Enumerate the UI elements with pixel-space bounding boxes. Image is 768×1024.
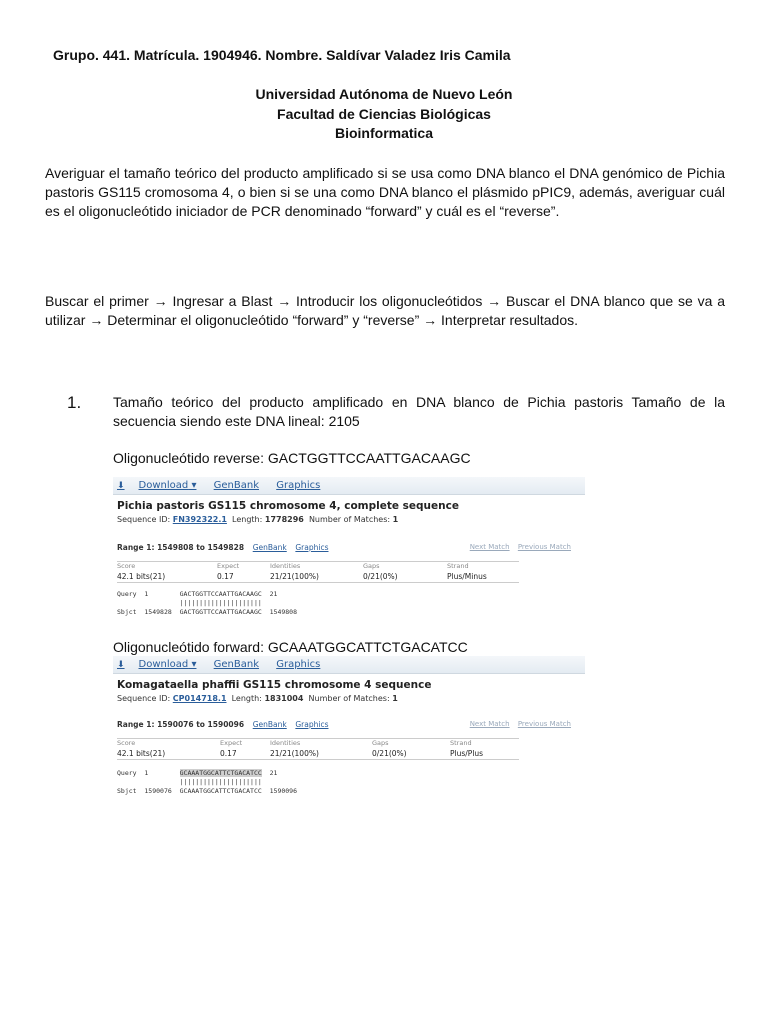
match-bars: ||||||||||||||||||||| bbox=[117, 778, 262, 786]
range-genbank-link[interactable]: GenBank bbox=[252, 543, 287, 552]
next-match-link[interactable]: Next Match bbox=[469, 543, 510, 551]
step-2: Ingresar a Blast bbox=[172, 293, 273, 309]
step-6: Interpretar resultados. bbox=[441, 312, 579, 328]
range-graphics-link[interactable]: Graphics bbox=[295, 543, 329, 552]
arrow-icon: → bbox=[153, 293, 168, 309]
blast-result-forward bbox=[113, 656, 585, 806]
query-line: Query 1 GCAAATGGCATTCTGACATCC 21 bbox=[117, 769, 278, 777]
sequence-id-link[interactable]: FN392322.1 bbox=[172, 515, 227, 524]
step-4: Buscar el DNA blanco que se va a utilizar bbox=[45, 293, 725, 328]
sbjct-line: Sbjct 1590076 GCAAATGGCATTCTGACATCC 1590096 bbox=[117, 787, 298, 795]
sbjct-line: Sbjct 1549828 GACTGGTTCCAATTGACAAGC 1549808 bbox=[117, 608, 298, 616]
range-graphics-link[interactable]: Graphics bbox=[295, 720, 329, 729]
query-line: Query 1 GACTGGTTCCAATTGACAAGC 21 bbox=[117, 590, 278, 598]
forward-primer-label: Oligonucleótido forward: GCAAATGGCATTCTGACATCC bbox=[113, 639, 468, 655]
sequence-title: Pichia pastoris GS115 chromosome 4, complete sequence bbox=[117, 500, 459, 512]
highlighted-query-sequence: GCAAATGGCATTCTGACATCC bbox=[179, 769, 262, 777]
faculty-name: Facultad de Ciencias Biológicas bbox=[277, 106, 491, 122]
alignment-block bbox=[117, 590, 297, 617]
header-student-info: Grupo. 441. Matrícula. 1904946. Nombre. Saldívar Valadez Iris Camila bbox=[53, 47, 511, 63]
alignment-stats: Score Expect Identities Gaps Strand 42.1 bits(21) 0.17 21/21(100%) 0/21(0%) Plus/Minus bbox=[117, 561, 519, 583]
graphics-link[interactable]: Graphics bbox=[276, 480, 321, 491]
match-bars: ||||||||||||||||||||| bbox=[117, 599, 262, 607]
alignment-stats: Score Expect Identities Gaps Strand 42.1 bits(21) 0.17 21/21(100%) 0/21(0%) Plus/Plus bbox=[117, 738, 519, 760]
previous-match-link[interactable]: Previous Match bbox=[517, 720, 571, 728]
download-link[interactable]: ⬇ Download ▾ bbox=[117, 659, 197, 670]
step-1: Buscar el primer bbox=[45, 293, 149, 309]
arrow-icon: → bbox=[277, 293, 292, 309]
match-navigation bbox=[464, 720, 571, 728]
intro-paragraph: Averiguar el tamaño teórico del producto amplificado si se usa como DNA blanco el DNA genómico de Pichia pastoris GS115 cromosoma 4, o bien si se una como DNA blanco el plásmido pPIC9, además, averiguar cuál es el oligonucleótido iniciador de PCR denominado “forward” y cuál es el “reverse”. bbox=[45, 165, 725, 219]
alignment-block bbox=[117, 769, 297, 796]
item-1-text: Tamaño teórico del producto amplificado en DNA blanco de Pichia pastoris Tamaño de la secuencia siendo este DNA lineal: 2105 bbox=[113, 394, 725, 429]
previous-match-link[interactable]: Previous Match bbox=[517, 543, 571, 551]
step-3: Introducir los oligonucleótidos bbox=[296, 293, 483, 309]
steps-paragraph bbox=[45, 292, 725, 330]
range-line: Range 1: 1549808 to 1549828 GenBank Graphics bbox=[117, 543, 329, 552]
range-line: Range 1: 1590076 to 1590096 GenBank Graphics bbox=[117, 720, 329, 729]
download-icon: ⬇ bbox=[117, 481, 125, 491]
arrow-icon: → bbox=[423, 312, 438, 328]
university-name: Universidad Autónoma de Nuevo León bbox=[255, 86, 513, 102]
blast-toolbar bbox=[113, 477, 585, 495]
sequence-id-line: Sequence ID: CP014718.1 Length: 1831004 Number of Matches: 1 bbox=[117, 694, 398, 703]
range-genbank-link[interactable]: GenBank bbox=[252, 720, 287, 729]
blast-toolbar bbox=[113, 656, 585, 674]
arrow-icon: → bbox=[487, 293, 502, 309]
next-match-link[interactable]: Next Match bbox=[469, 720, 510, 728]
sequence-title: Komagataella phaffii GS115 chromosome 4 sequence bbox=[117, 679, 432, 691]
genbank-link[interactable]: GenBank bbox=[213, 659, 260, 670]
download-link[interactable]: ⬇ Download ▾ bbox=[117, 480, 197, 491]
item-number: 1. bbox=[67, 393, 82, 412]
course-name: Bioinformatica bbox=[334, 125, 433, 141]
reverse-primer-label: Oligonucleótido reverse: GACTGGTTCCAATTGACAAGC bbox=[113, 450, 471, 466]
sequence-id-line: Sequence ID: FN392322.1 Length: 1778296 Number of Matches: 1 bbox=[117, 515, 399, 524]
graphics-link[interactable]: Graphics bbox=[276, 659, 321, 670]
download-icon: ⬇ bbox=[117, 660, 125, 670]
arrow-icon: → bbox=[89, 312, 104, 328]
genbank-link[interactable]: GenBank bbox=[213, 480, 260, 491]
match-navigation bbox=[464, 543, 571, 551]
sequence-id-link[interactable]: CP014718.1 bbox=[172, 694, 227, 703]
step-5: Determinar el oligonucleótido “forward” y “reverse” bbox=[107, 312, 420, 328]
blast-result-reverse bbox=[113, 477, 585, 624]
